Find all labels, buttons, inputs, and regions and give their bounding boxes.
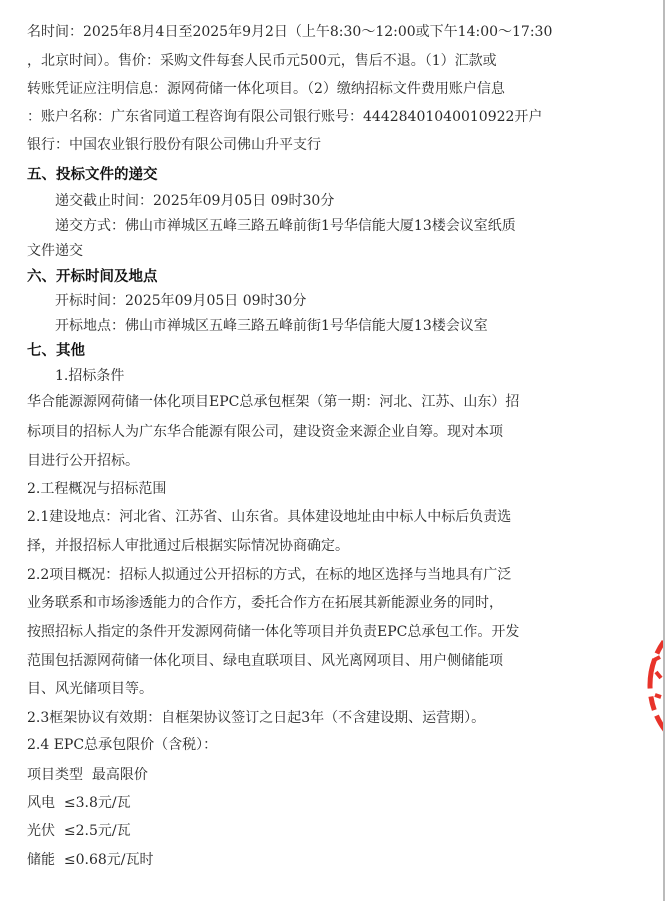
text-line: 递交截止时间：2025年09月05日 09时30分: [55, 193, 335, 209]
text-line: 名时间：2025年8月4日至2025年9月2日（上午8:30～12:00或下午14:00～17:30: [27, 24, 553, 40]
text-line: 开标地点：佛山市禅城区五峰三路五峰前街1号华信能大厦13楼会议室: [55, 318, 488, 334]
text-line: ：账户名称：广东省同道工程咨询有限公司银行账号：44428401040010922开户: [27, 109, 543, 125]
text-line: 目进行公开招标。: [27, 453, 139, 469]
text-line: 递交方式：佛山市禅城区五峰三路五峰前街1号华信能大厦13楼会议室纸质: [55, 218, 516, 234]
text-line: 业务联系和市场渗透能力的合作方，委托合作方在拓展其新能源业务的同时，: [27, 595, 503, 611]
price-row: 光伏 ≤2.5元/瓦: [27, 823, 131, 839]
price-row: 风电 ≤3.8元/瓦: [27, 795, 131, 811]
text-line: 华合能源源网荷储一体化项目EPC总承包框架（第一期：河北、江苏、山东）招: [27, 394, 520, 410]
section-heading: 六、开标时间及地点: [27, 269, 158, 285]
subheading: 1.招标条件: [55, 368, 125, 384]
price-row: 储能 ≤0.68元/瓦时: [27, 852, 154, 868]
text-line: 开标时间：2025年09月05日 09时30分: [55, 293, 307, 309]
text-line: 2.1建设地点：河北省、江苏省、山东省。具体建设地址由中标人中标后负责选: [27, 509, 512, 525]
text-line: 按照招标人指定的条件开发源网荷储一体化等项目并负责EPC总承包工作。开发: [27, 624, 520, 640]
text-line: 文件递交: [27, 243, 83, 259]
text-line: 目、风光储项目等。: [27, 681, 153, 697]
text-line: 标项目的招标人为广东华合能源有限公司，建设资金来源企业自筹。现对本项: [27, 424, 503, 440]
text-line: 2.3框架协议有效期：自框架协议签订之日起3年（不含建设期、运营期）。: [27, 710, 486, 726]
text-line: 择，并报招标人审批通过后根据实际情况协商确定。: [27, 538, 349, 554]
text-line: 范围包括源网荷储一体化项目、绿电直联项目、风光离网项目、用户侧储能项: [27, 653, 503, 669]
text-line: 2.2项目概况：招标人拟通过公开招标的方式，在标的地区选择与当地具有广泛: [27, 567, 512, 583]
text-line: 转账凭证应注明信息：源网荷储一体化项目。（2）缴纳招标文件费用账户信息: [27, 81, 505, 97]
text-line: 银行：中国农业银行股份有限公司佛山升平支行: [27, 137, 321, 153]
price-header: 项目类型 最高限价: [27, 767, 148, 783]
section-heading: 五、投标文件的递交: [27, 167, 158, 183]
red-seal-stamp: [640, 600, 663, 770]
text-line: 2.4 EPC总承包限价（含税）：: [27, 737, 218, 753]
text-line: ，北京时间）。售价：采购文件每套人民币元500元，售后不退。（1）汇款或: [27, 53, 497, 69]
section-heading: 七、其他: [27, 343, 85, 359]
subheading: 2.工程概况与招标范围: [27, 481, 167, 497]
